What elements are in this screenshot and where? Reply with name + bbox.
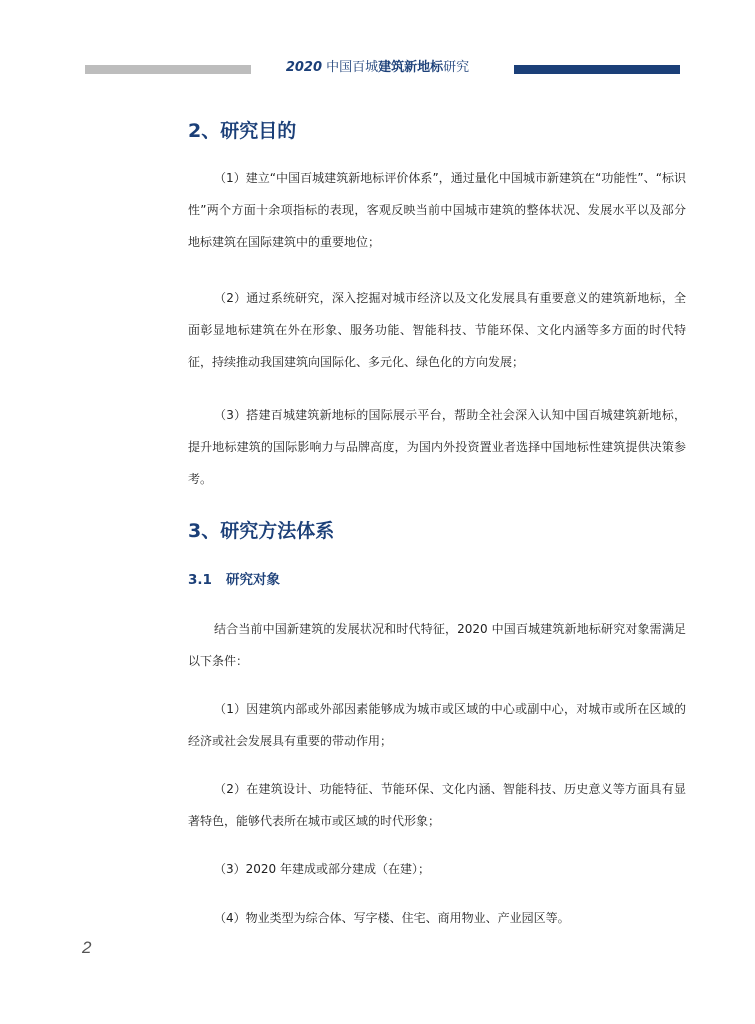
page-number: 2 [82,938,92,957]
section-2-paragraph-2: （2）通过系统研究，深入挖掘对城市经济以及文化发展具有重要意义的建筑新地标，全面彰显地标建筑在外在形象、服务功能、智能科技、节能环保、文化内涵等多方面的时代特征，持续推动我国建筑向国际化、多元化、绿色化的方向发展； [188,291,686,369]
section-3-heading: 3、研究方法体系 [188,520,335,542]
section-2-heading: 2、研究目的 [188,120,297,142]
section-3-1-title: 研究对象 [226,572,280,588]
header-year: 2020 [285,60,322,75]
section-2-paragraph-3: （3）搭建百城建筑新地标的国际展示平台，帮助全社会深入认知中国百城建筑新地标，提升地标建筑的国际影响力与品牌高度，为国内外投资置业者选择中国地标性建筑提供决策参考。 [188,408,686,486]
section-3-paragraph-intro: 结合当前中国新建筑的发展状况和时代特征，2020 中国百城建筑新地标研究对象需满足以下条件： [188,622,686,668]
section-2-paragraph-1: （1）建立“中国百城建筑新地标评价体系”，通过量化中国城市新建筑在“功能性”、“标识性”两个方面十余项指标的表现，客观反映当前中国城市建筑的整体状况、发展水平以及部分地标建筑在国际建筑中的重要地位； [188,171,686,249]
section-3-1-heading [188,570,280,590]
section-3-paragraph-1: （1）因建筑内部或外部因素能够成为城市或区域的中心或副中心，对城市或所在区域的经济或社会发展具有重要的带动作用； [188,702,686,748]
section-3-1-number: 3.1 [188,572,212,588]
section-3-paragraph-3: （3）2020 年建成或部分建成（在建）； [214,862,430,876]
running-header [0,58,755,78]
section-3-paragraph-4: （4）物业类型为综合体、写字楼、住宅、商用物业、产业园区等。 [214,911,570,925]
header-title-post: 研究 [443,60,470,75]
section-3-paragraph-2: （2）在建筑设计、功能特征、节能环保、文化内涵、智能科技、历史意义等方面具有显著特色，能够代表所在城市或区域的时代形象； [188,782,686,828]
header-title-pre: 中国百城 [322,60,379,75]
header-title-bold: 建筑新地标 [378,60,444,75]
